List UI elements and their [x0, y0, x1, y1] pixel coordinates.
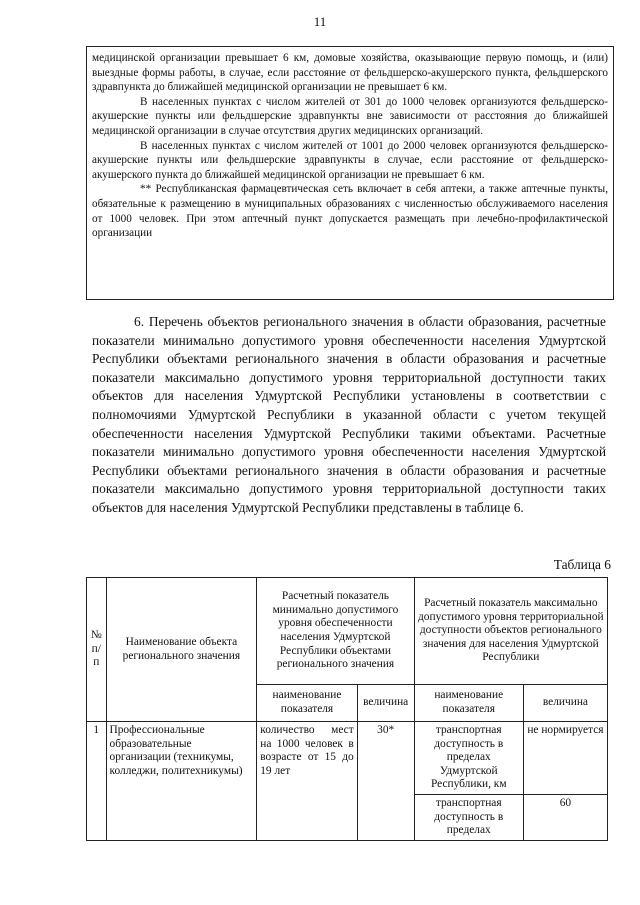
footnote-paragraph: В населенных пунктах с числом жителей от 301 до 1000 человек организуются фельдшерско-акушерские пункты или фельдшерские здравпункты вне зависимости от расстояния до ближайшей медицинской организации в случае отсутствия других медицинских организаций.: [92, 95, 608, 137]
row-min-value: 30*: [357, 722, 414, 841]
table-row: [87, 722, 608, 795]
header-min-value: величина: [357, 685, 414, 722]
row-max-indicator: транспортная доступность в пределах: [414, 795, 523, 841]
footnote-pharmacy-paragraph: ** Республиканская фармацевтическая сеть включает в себя аптеки, а также аптечные пункты, обязательные к размещению в муниципальных образованиях с численностью обслуживаемого населения от 1000 человек. При этом аптечный пункт допускается размещать при лечебно-профилактической организации: [92, 183, 608, 240]
page-number: 11: [313, 14, 327, 29]
header-max-value: величина: [523, 685, 607, 722]
table-6: [86, 577, 608, 841]
header-object-name: Наименование объекта регионального значения: [106, 578, 257, 722]
table-header-row: [87, 578, 608, 685]
table-caption: Таблица 6: [553, 557, 611, 572]
row-max-indicator: транспортная доступность в пределах Удмуртской Республики, км: [414, 722, 523, 795]
header-min-indicator-name: наименование показателя: [257, 685, 357, 722]
footnote-box: [86, 46, 614, 300]
row-max-value: 60: [523, 795, 607, 841]
footnote-paragraph: В населенных пунктах с числом жителей от 1001 до 2000 человек организуются фельдшерско-акушерские пункты или фельдшерские здравпункты в случае, если расстояние от фельдшерско-акушерского пункта до ближайшей медицинской организации не превышает 6 км.: [92, 139, 608, 181]
row-object-name: Профессиональные образовательные организации (техникумы, колледжи, политехникумы): [106, 722, 257, 841]
header-min-indicator-group: Расчетный показатель минимально допустимого уровня обеспеченности населения Удмуртской Республики объектами регионального значения: [257, 578, 414, 685]
footnote-paragraph: медицинской организации превышает 6 км, домовые хозяйства, оказывающие первую помощь, и (или) выездные формы работы, в случае, если расстояние от фельдшерско-акушерского пункта, фельдшерского здравпункта до ближайшей медицинской организации не превышает 6 км.: [92, 52, 608, 94]
header-max-indicator-name: наименование показателя: [414, 685, 523, 722]
section-6-paragraph: 6. Перечень объектов регионального значения в области образования, расчетные показатели минимально допустимого уровня обеспеченности населения Удмуртской Республики объектами регионального значения в области образования и расчетные показатели максимально допустимого уровня территориальной доступности таких объектов для населения Удмуртской Республики установлены в соответствии с полномочиями Удмуртской Республики в указанной области с учетом текущей обеспеченности населения Удмуртской Республики такими объектами. Расчетные показатели минимально допустимого уровня обеспеченности населения Удмуртской Республики объектами регионального значения в области образования и расчетные показатели максимально допустимого уровня территориальной доступности таких объектов для населения Удмуртской Республики представлены в таблице 6.: [92, 314, 606, 515]
row-number: 1: [87, 722, 107, 841]
row-max-value: не нормируется: [523, 722, 607, 795]
row-min-indicator: количество мест на 1000 человек в возрасте от 15 до 19 лет: [257, 722, 357, 841]
header-number: № п/п: [87, 578, 107, 722]
header-max-indicator-group: Расчетный показатель максимально допустимого уровня территориальной доступности объектов регионального значения для населения Удмуртской Республики: [414, 578, 607, 685]
